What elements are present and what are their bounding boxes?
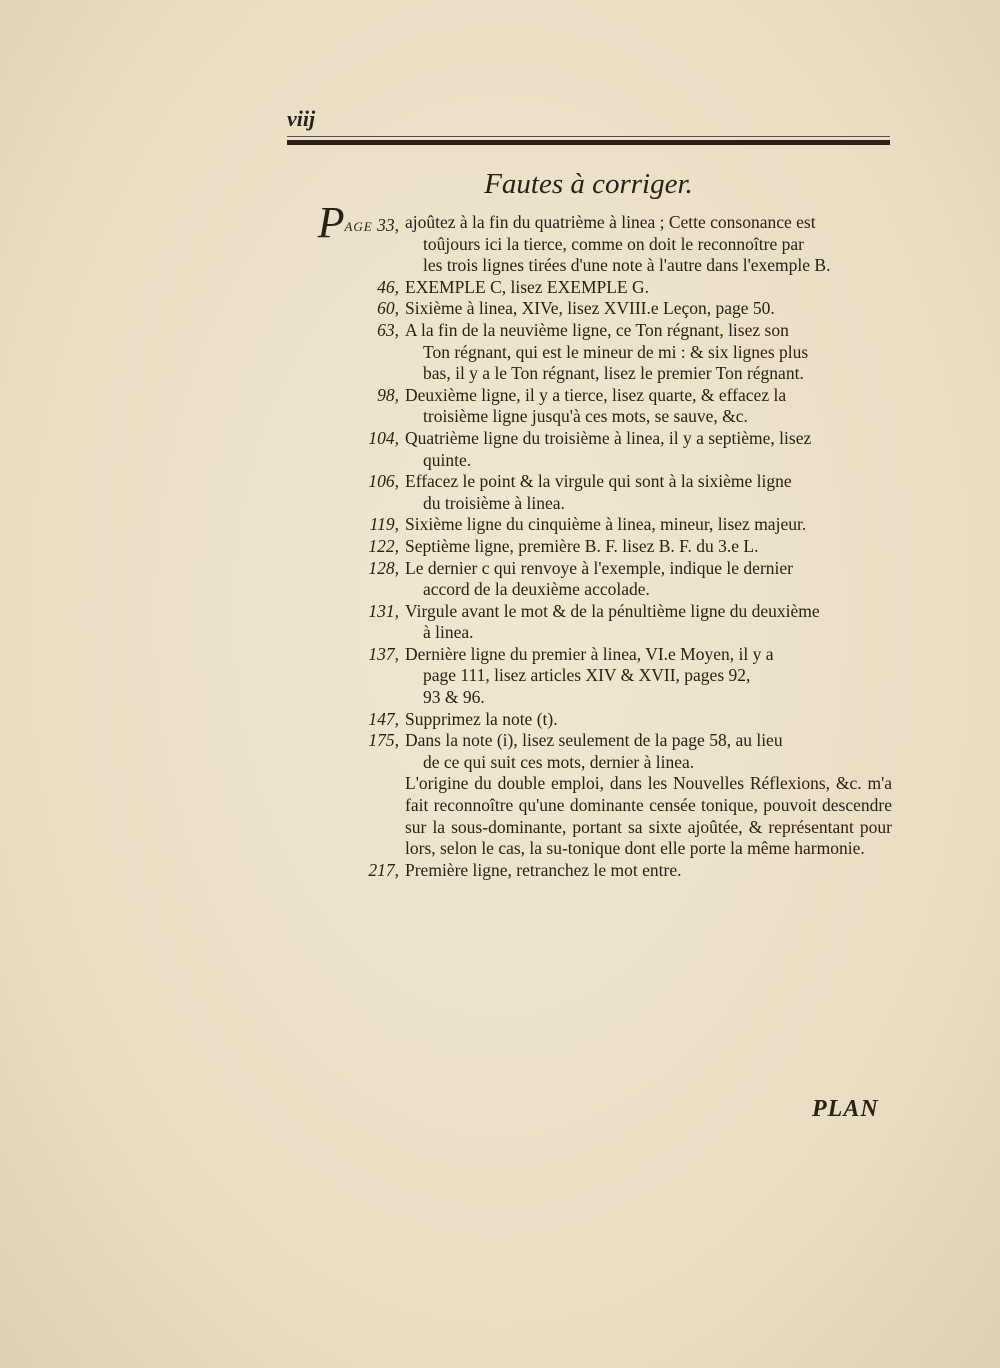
errata-text bbox=[405, 536, 892, 558]
page-number: 60, bbox=[377, 298, 399, 319]
errata-text bbox=[405, 212, 892, 277]
errata-text bbox=[405, 320, 892, 385]
page-number: 98, bbox=[377, 384, 399, 405]
errata-entry bbox=[287, 558, 892, 601]
errata-page-ref bbox=[287, 320, 405, 385]
errata-line: EXEMPLE C, lisez EXEMPLE G. bbox=[405, 276, 650, 297]
errata-page-ref bbox=[287, 730, 405, 773]
page-number: 147, bbox=[368, 708, 399, 729]
errata-continuation: troisième ligne jusqu'à ces mots, se sauve, &c. bbox=[423, 406, 748, 427]
errata-text bbox=[405, 385, 892, 428]
errata-entry bbox=[287, 536, 892, 558]
errata-continuation: 93 & 96. bbox=[423, 687, 485, 708]
errata-page-ref bbox=[287, 644, 405, 709]
errata-entry bbox=[287, 644, 892, 709]
errata-entry bbox=[287, 601, 892, 644]
errata-continuation: bas, il y a le Ton régnant, lisez le premier Ton régnant. bbox=[423, 363, 804, 384]
errata-line: Sixième ligne du cinquième à linea, mineur, lisez majeur. bbox=[405, 514, 807, 535]
errata-text bbox=[405, 428, 892, 471]
errata-entry bbox=[287, 471, 892, 514]
errata-entry bbox=[287, 320, 892, 385]
page-number: 119, bbox=[369, 514, 399, 535]
errata-text bbox=[405, 860, 892, 882]
errata-text bbox=[405, 558, 892, 601]
page-number: 122, bbox=[368, 535, 399, 556]
errata-line: Deuxième ligne, il y a tierce, lisez quarte, & effacez la bbox=[405, 384, 787, 405]
page-title: Fautes à corriger. bbox=[484, 168, 693, 200]
errata-page-ref bbox=[287, 385, 405, 428]
errata-page-ref bbox=[287, 198, 405, 277]
errata-continuation: de ce qui suit ces mots, dernier à linea. bbox=[423, 751, 695, 772]
errata-continuation: à linea. bbox=[423, 622, 474, 643]
page-number: 217, bbox=[368, 859, 399, 880]
page-number: 106, bbox=[368, 471, 399, 492]
errata-entry bbox=[287, 277, 892, 299]
page-number: 128, bbox=[368, 557, 399, 578]
errata-line: Virgule avant le mot & de la pénultième ligne du deuxième bbox=[405, 600, 820, 621]
errata-entry bbox=[287, 428, 892, 471]
page-number: 33, bbox=[377, 215, 399, 235]
errata-page-ref bbox=[287, 558, 405, 601]
errata-text bbox=[405, 514, 892, 536]
errata-continuation: accord de la deuxième accolade. bbox=[423, 579, 650, 600]
errata-line: Première ligne, retranchez le mot entre. bbox=[405, 859, 682, 880]
errata-continuation: Ton régnant, qui est le mineur de mi : & six lignes plus bbox=[423, 341, 809, 362]
errata-text bbox=[405, 601, 892, 644]
errata-text bbox=[405, 730, 892, 773]
errata-text bbox=[405, 298, 892, 320]
errata-page-ref bbox=[287, 471, 405, 514]
errata-text bbox=[405, 471, 892, 514]
page-number: 46, bbox=[377, 276, 399, 297]
catchword: PLAN bbox=[812, 1096, 879, 1122]
page-prefix-rest: AGE bbox=[344, 219, 373, 234]
errata-page-ref bbox=[287, 709, 405, 731]
errata-page-ref bbox=[287, 536, 405, 558]
errata-entry bbox=[287, 298, 892, 320]
errata-continuation: toûjours ici la tierce, comme on doit le reconnoître par bbox=[423, 233, 804, 254]
header-rule-thin bbox=[287, 136, 890, 137]
errata-entry bbox=[287, 860, 892, 882]
errata-line: Effacez le point & la virgule qui sont à la sixième ligne bbox=[405, 471, 792, 492]
errata-page-ref bbox=[287, 277, 405, 299]
errata-page-ref bbox=[287, 514, 405, 536]
errata-line: Dernière ligne du premier à linea, VI.e Moyen, il y a bbox=[405, 643, 774, 664]
page-number: 137, bbox=[368, 643, 399, 664]
errata-text bbox=[405, 277, 892, 299]
errata-line: A la fin de la neuvième ligne, ce Ton régnant, lisez son bbox=[405, 319, 789, 340]
errata-entry bbox=[287, 198, 892, 277]
errata-entry bbox=[287, 385, 892, 428]
page-number: 104, bbox=[368, 427, 399, 448]
errata-page-ref bbox=[287, 860, 405, 882]
errata-line: ajoûtez à la fin du quatrième à linea ; Cette consonance est bbox=[405, 212, 816, 232]
errata-note-paragraph: L'origine du double emploi, dans les Nouvelles Réflexions, &c. m'a fait reconnoître qu'une dominante censée tonique, pouvoit descendre sur la sous-dominante, portant sa sixte ajoûtée, & représentant pour lors, selon le cas, la su-tonique dont elle porte la même harmonie. bbox=[405, 773, 892, 859]
page-number: 63, bbox=[377, 319, 399, 340]
folio: viij bbox=[287, 106, 316, 131]
errata-entry bbox=[287, 730, 892, 773]
errata-line: Sixième à linea, XIVe, lisez XVIII.e Leçon, page 50. bbox=[405, 298, 775, 319]
errata-line: Le dernier c qui renvoye à l'exemple, indique le dernier bbox=[405, 557, 793, 578]
errata-line: Quatrième ligne du troisième à linea, il y a septième, lisez bbox=[405, 427, 812, 448]
page-number: 131, bbox=[368, 600, 399, 621]
errata-text bbox=[405, 709, 892, 731]
errata-continuation: les trois lignes tirées d'une note à l'autre dans l'exemple B. bbox=[423, 255, 831, 276]
errata-continuation: page 111, lisez articles XIV & XVII, pages 92, bbox=[423, 665, 751, 686]
header-rule bbox=[287, 140, 890, 145]
errata-line: Dans la note (i), lisez seulement de la page 58, au lieu bbox=[405, 730, 783, 751]
errata-page-ref bbox=[287, 298, 405, 320]
errata-continuation: quinte. bbox=[423, 449, 472, 470]
errata-text bbox=[405, 644, 892, 709]
errata-entry bbox=[287, 709, 892, 731]
errata-entry bbox=[287, 514, 892, 536]
errata-list bbox=[287, 198, 892, 881]
errata-line: Septième ligne, première B. F. lisez B. F. du 3.e L. bbox=[405, 535, 759, 556]
errata-page-ref bbox=[287, 428, 405, 471]
errata-line: Supprimez la note (t). bbox=[405, 708, 558, 729]
errata-continuation: du troisième à linea. bbox=[423, 492, 565, 513]
page-number: 175, bbox=[368, 730, 399, 751]
errata-page-ref bbox=[287, 601, 405, 644]
page-prefix-initial: P bbox=[317, 198, 345, 247]
